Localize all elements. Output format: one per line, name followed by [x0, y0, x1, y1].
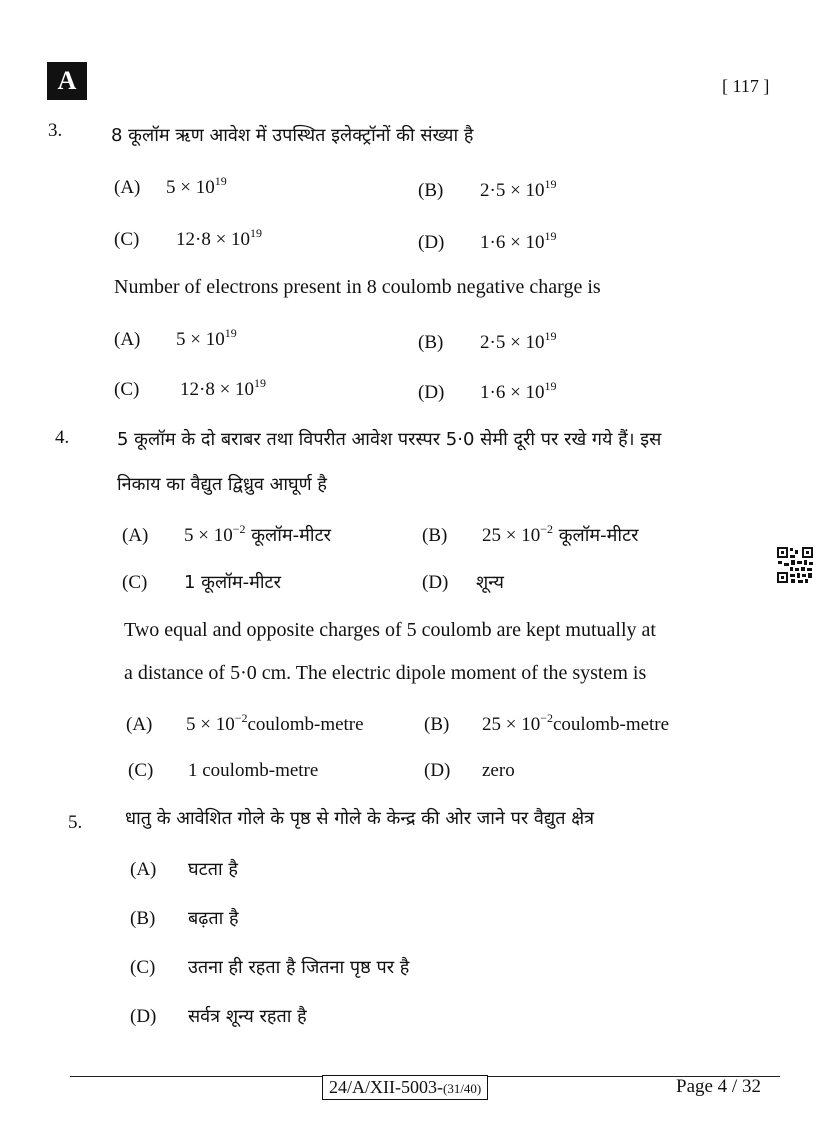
q4-english-option-c: (C) 1 coulomb-metre	[128, 760, 319, 781]
question-4-hindi-line-1: 5 कूलॉम के दो बराबर तथा विपरीत आवेश परस्पर 5·0 सेमी दूरी पर रखे गये हैं। इस	[117, 429, 662, 450]
q3-hindi-option-b: (B) $2\cdot 5 \times 10^{19}$	[418, 177, 557, 201]
question-4-number: 4.	[55, 427, 70, 448]
q3-english-option-b: (B) $2\cdot 5 \times 10^{19}$	[418, 329, 557, 353]
q3-hindi-option-a: (A) $5 \times 10^{19}$	[114, 174, 227, 198]
q4-hindi-option-d: (D) शून्य	[422, 572, 504, 593]
q3-hindi-option-d: (D) $1\cdot 6 \times 10^{19}$	[418, 229, 557, 253]
question-3-number: 3.	[48, 120, 63, 141]
q4-hindi-option-c: (C) 1 कूलॉम-मीटर	[122, 572, 281, 593]
q5-option-b: (B) बढ़ता है	[130, 908, 239, 929]
q4-english-option-b: (B) $25 \times 10^{-2}coulomb$-metre	[424, 711, 670, 735]
q4-english-option-d: (D) zero	[424, 760, 515, 781]
q5-option-a: (A) घटता है	[130, 859, 238, 880]
question-4-hindi-line-2: निकाय का वैद्युत द्विध्रुव आघूर्ण है	[117, 474, 327, 495]
q3-english-option-a: (A) $5 \times 10^{19}$	[114, 326, 237, 350]
page-number: Page 4 / 32	[676, 1076, 761, 1097]
q4-hindi-option-a: (A) $5 \times 10^{-2}$ कूलॉम-मीटर	[122, 522, 332, 546]
q4-english-option-a: (A) $5 \times 10^{-2}coulomb$-metre	[126, 711, 364, 735]
q3-hindi-option-c: (C) $12\cdot 8 \times 10^{19}$	[114, 226, 263, 250]
q4-hindi-option-b: (B) $25 \times 10^{-2}$ कूलॉम-मीटर	[422, 522, 639, 546]
question-5-number: 5.	[68, 812, 83, 833]
question-4-english-line-2: a distance of 5·0 cm. The electric dipole moment of the system is	[124, 662, 647, 684]
question-5-hindi-text: धातु के आवेशित गोले के पृष्ठ से गोले के केन्द्र की ओर जाने पर वैद्युत क्षेत्र	[125, 808, 595, 829]
question-3-hindi-text: 8 कूलॉम ऋण आवेश में उपस्थित इलेक्ट्रॉनों की संख्या है	[111, 125, 474, 146]
q3-english-option-d: (D) $1\cdot 6 \times 10^{19}$	[418, 379, 557, 403]
q3-english-option-c: (C) $12\cdot 8 \times 10^{19}$	[114, 376, 267, 400]
page-code: [ 117 ]	[722, 76, 770, 96]
question-3-english-text: Number of electrons present in 8 coulomb negative charge is	[114, 276, 601, 298]
question-4-english-line-1: Two equal and opposite charges of 5 coulomb are kept mutually at	[124, 619, 656, 641]
paper-code: 24/A/XII-5003-(31/40)	[322, 1075, 488, 1100]
qr-code-icon	[776, 546, 814, 584]
q5-option-c: (C) उतना ही रहता है जितना पृष्ठ पर है	[130, 957, 410, 978]
q5-option-d: (D) सर्वत्र शून्य रहता है	[130, 1006, 307, 1027]
set-label-badge: A	[47, 62, 87, 100]
